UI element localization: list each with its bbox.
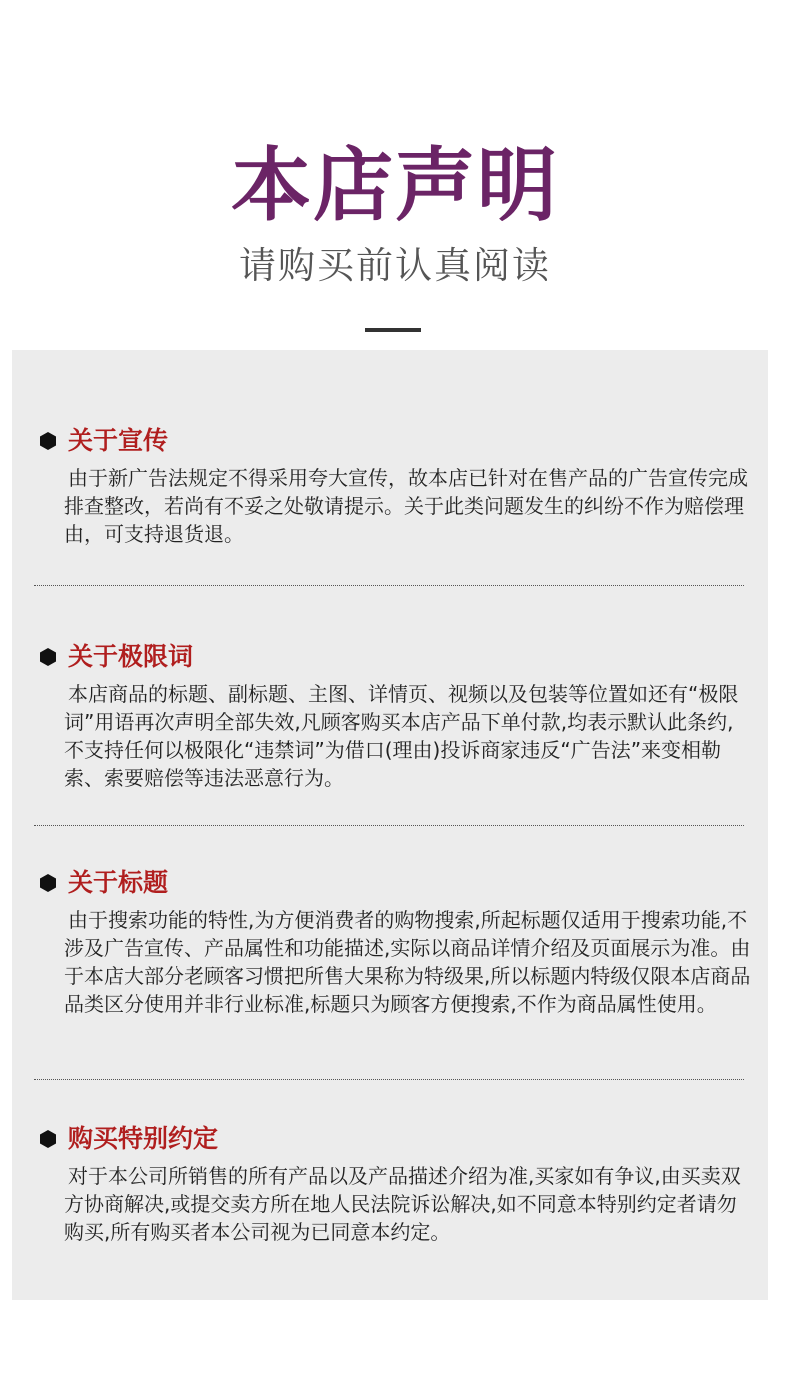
section-divider: [34, 825, 744, 826]
section-divider: [34, 1079, 744, 1080]
section-body: 由于新广告法规定不得采用夸大宣传，故本店已针对在售产品的广告宣传完成排查整改，若尚有不妥之处敬请提示。关于此类问题发生的纠纷不作为赔偿理由，可支持退货退。: [64, 466, 748, 546]
section-title: 关于极限词: [68, 642, 194, 671]
notice-panel: [12, 350, 768, 1300]
section-body: 本店商品的标题、副标题、主图、详情页、视频以及包装等位置如还有“极限词”用语再次声明全部失效,凡顾客购买本店产品下单付款,均表示默认此条约,不支持任何以极限化“违禁词”为借口(理由)投诉商家违反“广告法”来变相勒索、索要赔偿等违法恶意行为。: [64, 682, 739, 790]
section-heading: [40, 424, 168, 458]
section-title: 购买特别约定: [68, 1124, 219, 1153]
section-heading: [40, 640, 193, 674]
header: [0, 0, 790, 350]
hexagon-bullet-icon: [40, 1130, 56, 1148]
section-title: 关于宣传: [68, 426, 169, 455]
section-title: 关于标题: [68, 868, 169, 897]
page-subtitle: 请购买前认真阅读: [239, 244, 551, 287]
title-underline: [365, 328, 421, 332]
section-heading: [40, 1122, 218, 1156]
hexagon-bullet-icon: [40, 432, 56, 450]
page-title: 本店声明: [231, 139, 559, 232]
hexagon-bullet-icon: [40, 874, 56, 892]
section-body: 对于本公司所销售的所有产品以及产品描述介绍为准,买家如有争议,由买卖双方协商解决,或提交卖方所在地人民法院诉讼解决,如不同意本特别约定者请勿购买,所有购买者本公司视为已同意本约定。: [64, 1164, 741, 1244]
section-divider: [34, 585, 744, 586]
section-heading: [40, 866, 168, 900]
section-body: 由于搜索功能的特性,为方便消费者的购物搜索,所起标题仅适用于搜索功能,不涉及广告宣传、产品属性和功能描述,实际以商品详情介绍及页面展示为准。由于本店大部分老顾客习惯把所售大果称为特级果,所以标题内特级仅限本店商品品类区分使用并非行业标准,标题只为顾客方便搜索,不作为商品属性使用。: [64, 908, 751, 1016]
hexagon-bullet-icon: [40, 648, 56, 666]
